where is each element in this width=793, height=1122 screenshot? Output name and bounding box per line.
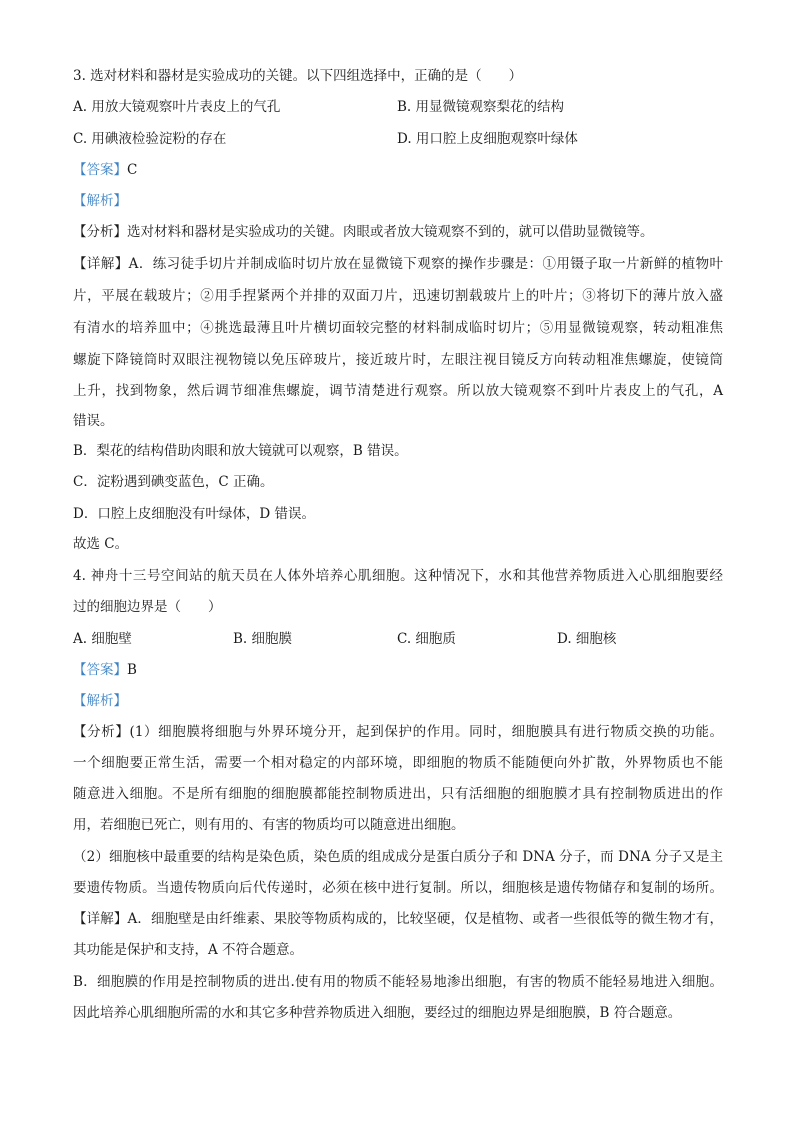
q4-answer [73,660,137,680]
q3-analysis-line: 有清水的培养皿中；④挑选最薄且叶片横切面较完整的材料制成临时切片；⑤用显微镜观察，转动粗准焦 [73,320,723,336]
q3-analysis-line: 【详解】A．练习徒手切片并制成临时切片放在显微镜下观察的操作步骤是：①用镊子取一片新鲜的植物叶 [73,256,723,272]
q4-analysis-line: 其功能是保护和支持，A 不符合题意。 [73,942,304,958]
q4-stem-line: 过的细胞边界是（ ） [73,599,222,615]
q4-option-d: D. 细胞核 [557,631,617,647]
q3-answer-tag: 【答案】 [73,162,127,178]
q4-analysis-line: 要遗传物质。当遗传物质向后代传递时，必须在核中进行复制。所以，细胞核是遗传物储存和复制的场所。 [73,880,723,896]
q4-analysis-line: 【详解】A．细胞壁是由纤维素、果胶等物质构成的，比较坚硬，仅是植物、或者一些很低等的微生物才有， [73,911,723,927]
q3-analysis-line: 【分析】选对材料和器材是实验成功的关键。肉眼或者放大镜观察不到的，就可以借助显微镜等。 [73,224,654,240]
q4-analysis-line: B．细胞膜的作用是控制物质的进出.使有用的物质不能轻易地渗出细胞，有害的物质不能轻易地进入细胞。 [73,974,723,990]
q3-answer-value: C [127,162,138,178]
q4-answer-value: B [127,662,137,678]
q3-option-b: B. 用显微镜观察梨花的结构 [397,99,565,115]
q3-stem: 3. 选对材料和器材是实验成功的关键。以下四组选择中，正确的是（ ） [73,68,523,84]
q3-analysis-line: C．淀粉遇到碘变蓝色，C 正确。 [73,474,274,490]
q4-stem-line: 4. 神舟十三号空间站的航天员在人体外培养心肌细胞。这种情况下，水和其他营养物质进入心肌细胞要经 [73,568,723,584]
q4-analysis-line: 用，若细胞已死亡，则有用的、有害的物质均可以随意进出细胞。 [73,817,465,833]
q4-answer-tag: 【答案】 [73,662,127,678]
q4-option-b: B. 细胞膜 [233,631,293,647]
q3-option-d: D. 用口腔上皮细胞观察叶绿体 [397,131,578,147]
q3-analysis-line: 故选 C。 [73,536,129,552]
q3-answer [73,160,137,180]
q3-analysis-line: B．梨花的结构借助肉眼和放大镜就可以观察，B 错误。 [73,443,408,459]
q3-option-a: A. 用放大镜观察叶片表皮上的气孔 [73,99,281,115]
q4-analysis-line: （2）细胞核中最重要的结构是染色质，染色质的组成成分是蛋白质分子和 DNA 分子，而 DNA 分子又是主 [73,849,723,865]
q4-analysis-line: 因此培养心肌细胞所需的水和其它多种营养物质进入细胞，要经过的细胞边界是细胞膜，B 符合题意。 [73,1005,682,1021]
q4-analysis-line: 一个细胞要正常生活，需要一个相对稳定的内部环境，即细胞的物质不能随便向外扩散，外界物质也不能 [73,755,723,771]
q4-analysis-line: 随意进入细胞。不是所有细胞的细胞膜都能控制物质进出，只有活细胞的细胞膜才具有控制物质进出的作 [73,786,723,802]
q3-analysis-line: 上升，找到物象，然后调节细准焦螺旋，调节清楚进行观察。所以放大镜观察不到叶片表皮上的气孔，A [73,383,723,399]
q3-analysis-line: 错误。 [73,413,114,429]
q4-option-a: A. 细胞壁 [73,631,132,647]
q3-analysis-line: 螺旋下降镜筒时双眼注视物镜以免压碎玻片，接近玻片时，左眼注视目镜反方向转动粗准焦螺旋，使镜筒 [73,352,723,368]
q3-analysis-line: 片，平展在载玻片；②用手捏紧两个并排的双面刀片，迅速切割载玻片上的叶片；③将切下的薄片放入盛 [73,288,723,304]
q3-analysis-line: D．口腔上皮细胞没有叶绿体，D 错误。 [73,506,315,522]
q4-analysis-tag: 【解析】 [73,693,127,709]
q4-option-c: C. 细胞质 [397,631,456,647]
q3-option-c: C. 用碘液检验淀粉的存在 [73,131,227,147]
q4-analysis-line: 【分析】(1）细胞膜将细胞与外界环境分开，起到保护的作用。同时，细胞膜具有进行物质交换的功能。 [73,724,723,740]
q3-analysis-tag: 【解析】 [73,193,127,209]
